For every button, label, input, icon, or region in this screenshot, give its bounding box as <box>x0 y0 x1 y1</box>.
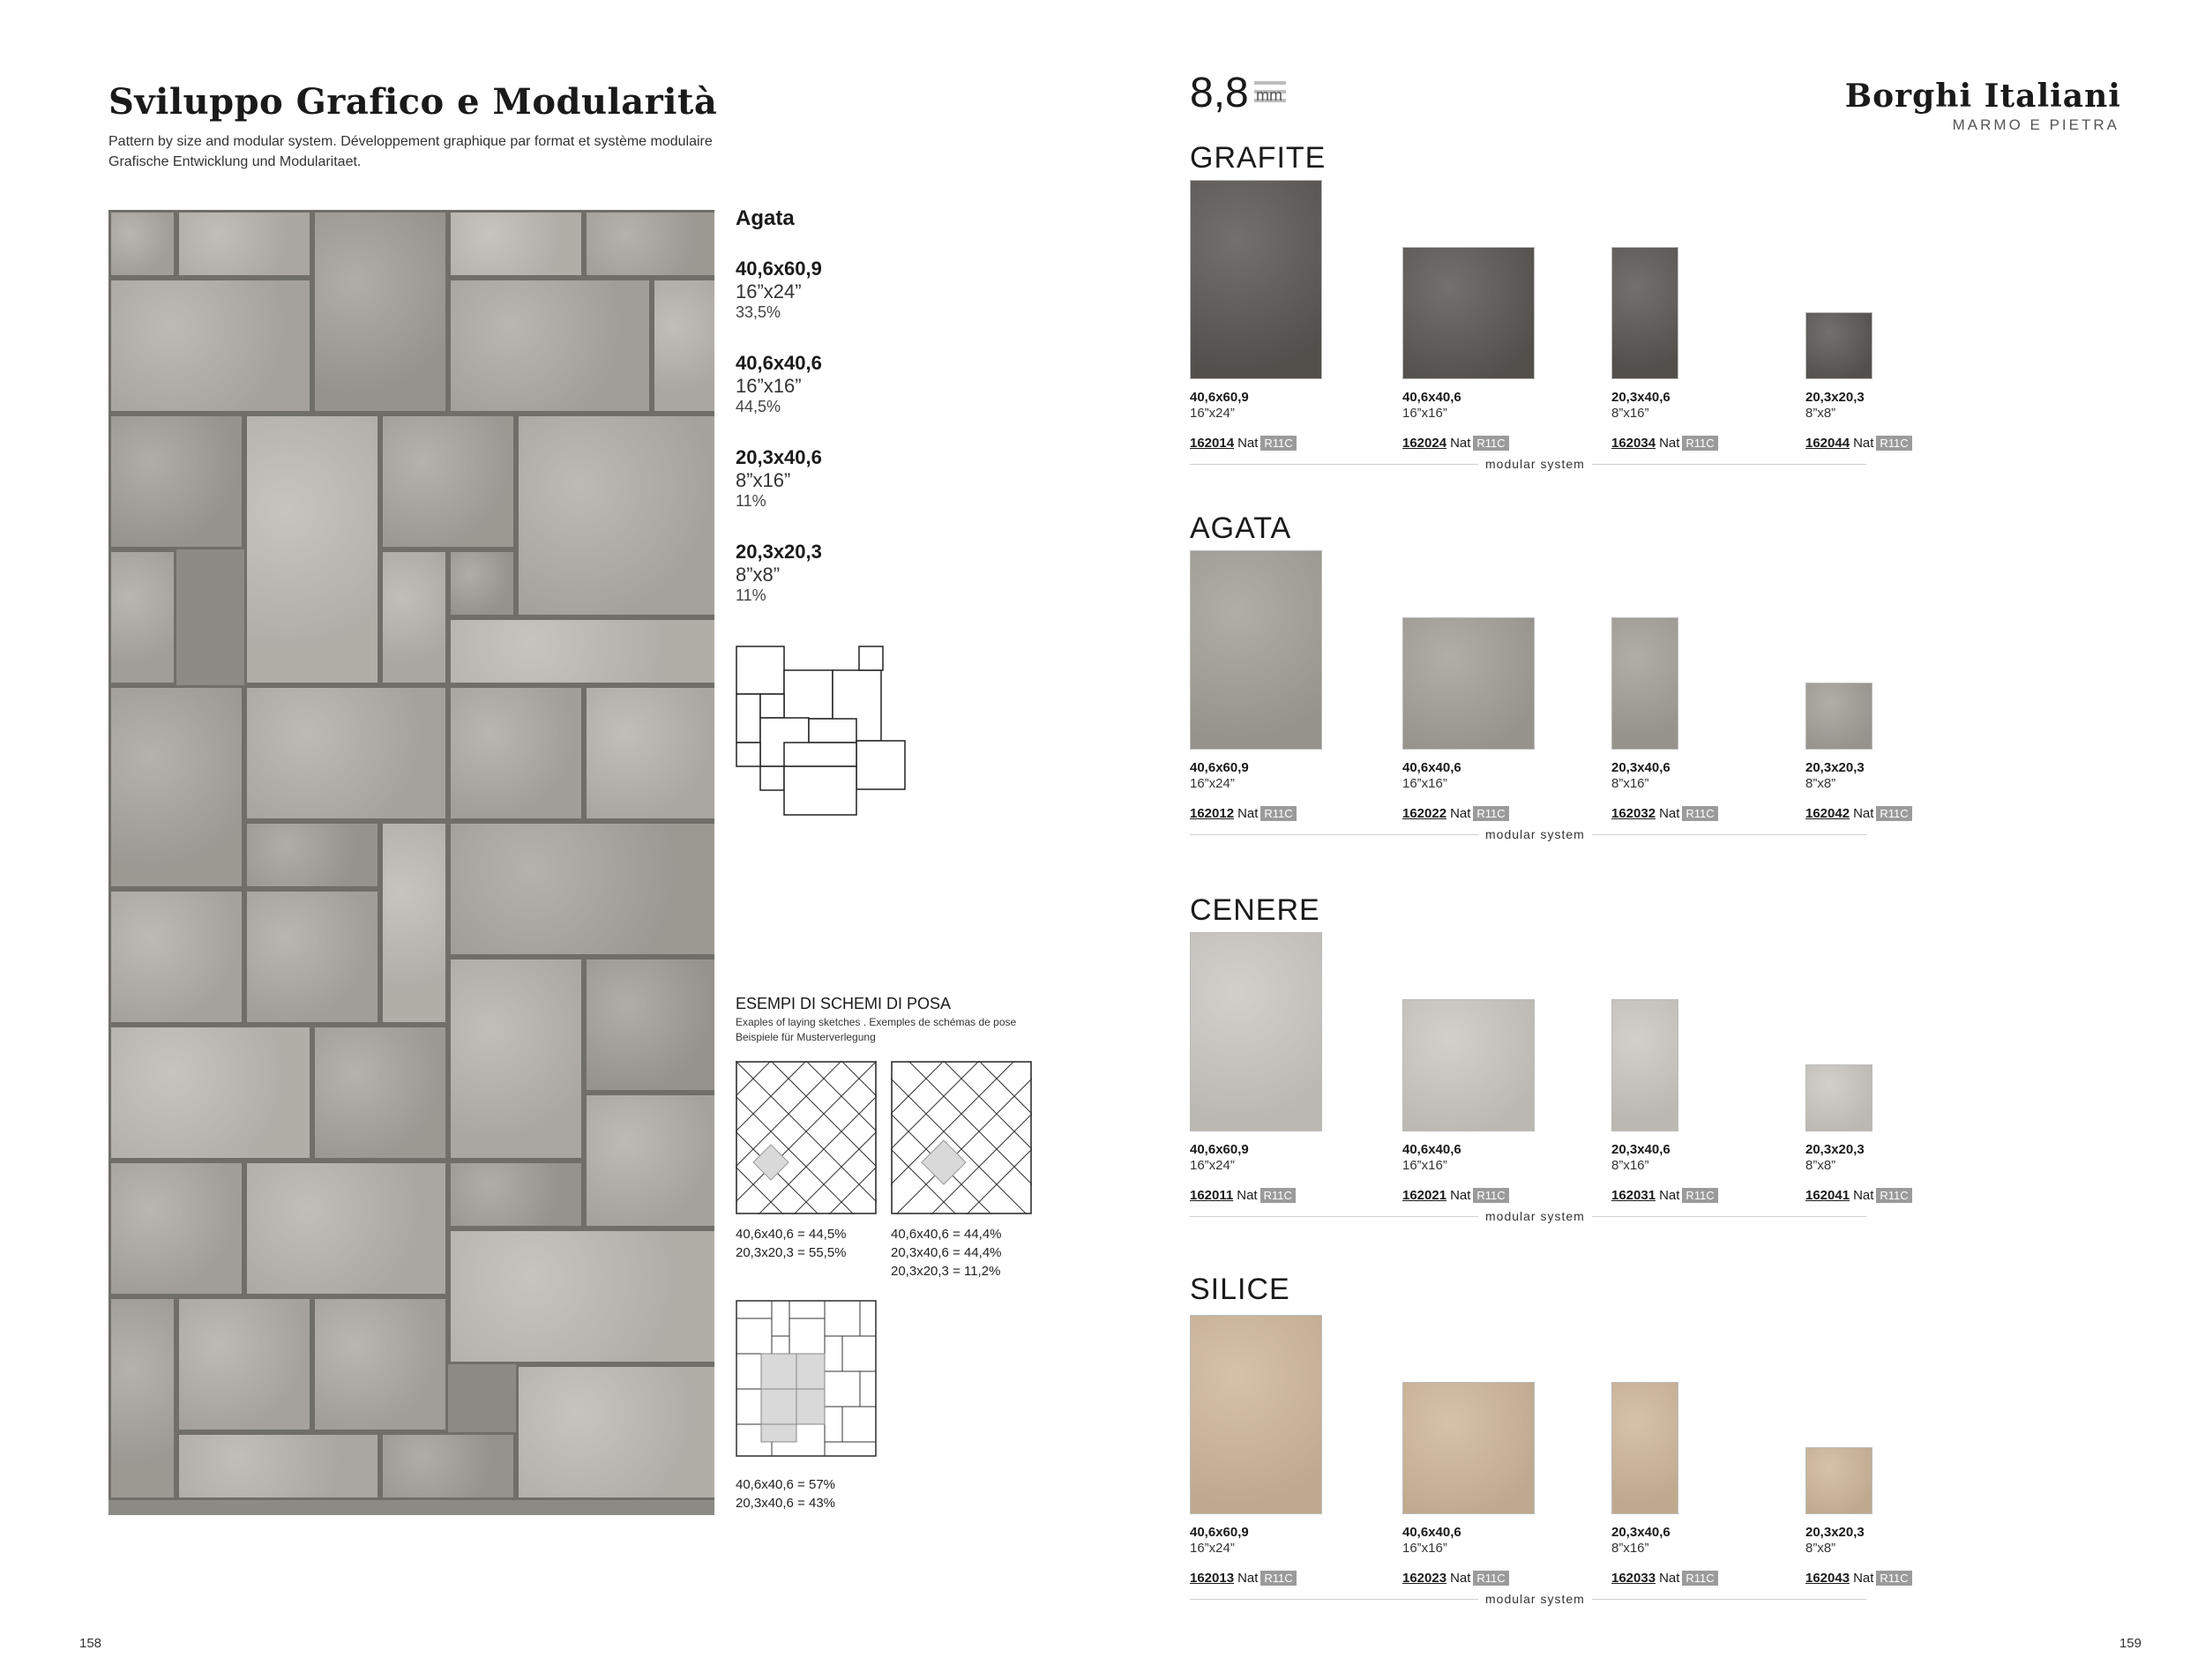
stone-tile <box>584 957 714 1093</box>
stone-tile <box>244 889 380 1025</box>
stone-tile <box>652 278 714 414</box>
slip-rating-badge: R11C <box>1876 436 1911 451</box>
format-percent: 11% <box>736 492 766 510</box>
stone-tile <box>244 414 380 685</box>
scheme-3-line-1: 40,6x40,6 = 57% <box>736 1477 836 1492</box>
product-code-link[interactable]: 162041 <box>1805 1188 1850 1203</box>
slip-rating-badge: R11C <box>1473 806 1508 821</box>
slip-rating-badge: R11C <box>1260 436 1296 451</box>
tile-inch: 16”x16” <box>1402 1541 1447 1556</box>
tile-inch: 8”x8” <box>1805 1158 1836 1173</box>
tile-inch: 8”x16” <box>1611 1158 1649 1173</box>
finish-label: Nat <box>1853 436 1874 451</box>
modular-system-label: modular system <box>1478 457 1592 471</box>
tile-inch: 16”x16” <box>1402 776 1447 791</box>
stone-tile <box>380 414 516 549</box>
stone-tile <box>380 549 448 685</box>
schemes-subtitle-2: Beispiele für Musterverlegung <box>736 1031 876 1043</box>
stone-tile <box>244 685 448 821</box>
stone-tile <box>312 1296 448 1432</box>
format-inch: 8”x8” <box>736 564 781 586</box>
stone-tile <box>312 1025 448 1161</box>
scheme-2-line-2: 20,3x40,6 = 44,4% <box>891 1245 1002 1260</box>
scheme-2-caption <box>891 1225 1002 1281</box>
finish-label: Nat <box>1450 1188 1471 1203</box>
tile-code-row <box>1402 1571 1509 1586</box>
product-code-link[interactable]: 162014 <box>1190 436 1235 451</box>
stone-tile <box>516 1364 714 1500</box>
brand-subtitle: MARMO E PIETRA <box>1952 116 2119 133</box>
tile-size: 20,3x20,3 <box>1805 1525 1865 1540</box>
modular-system-label: modular system <box>1478 827 1592 841</box>
subtitle-line-1: Pattern by size and modular system. Développement graphique par format et système modulaire <box>108 134 713 149</box>
modular-module-sketch <box>736 646 914 818</box>
finish-label: Nat <box>1659 1571 1680 1586</box>
tile-inch: 8”x8” <box>1805 1541 1836 1556</box>
thickness-unit: mm <box>1256 86 1282 104</box>
product-code-link[interactable]: 162013 <box>1190 1571 1235 1586</box>
finish-label: Nat <box>1659 1188 1680 1203</box>
brand-name: Borghi Italiani <box>1844 78 2121 115</box>
format-size: 40,6x40,6 <box>736 352 822 374</box>
finish-label: Nat <box>1237 806 1259 821</box>
stone-tile <box>108 1296 176 1500</box>
stone-tile <box>176 1296 312 1432</box>
tile-size: 20,3x40,6 <box>1611 390 1671 405</box>
product-code-link[interactable]: 162024 <box>1402 436 1447 451</box>
laying-scheme-2 <box>891 1061 1032 1214</box>
stone-tile <box>448 617 714 685</box>
scheme-2-line-3: 20,3x20,3 = 11,2% <box>891 1264 1001 1279</box>
thickness-value: 8,8 <box>1190 70 1249 116</box>
tile-swatch <box>1611 247 1678 379</box>
finish-label: Nat <box>1659 806 1680 821</box>
slip-rating-badge: R11C <box>1876 1571 1911 1586</box>
slip-rating-badge: R11C <box>1473 1188 1508 1203</box>
tile-swatch <box>1805 1447 1872 1514</box>
finish-label: Nat <box>1237 1571 1259 1586</box>
scheme-3-caption <box>736 1475 835 1512</box>
tile-size: 40,6x60,9 <box>1190 390 1249 405</box>
tile-code-row <box>1611 1571 1718 1586</box>
series-title-silice: SILICE <box>1190 1273 1290 1306</box>
format-percent: 33,5% <box>736 303 781 321</box>
tile-code-row <box>1805 1571 1912 1586</box>
scheme-3-line-2: 20,3x40,6 = 43% <box>736 1496 836 1511</box>
tile-inch: 16”x24” <box>1190 1158 1235 1173</box>
tile-swatch <box>1402 247 1535 379</box>
finish-label: Nat <box>1853 1188 1874 1203</box>
tile-inch: 8”x16” <box>1611 406 1649 421</box>
slip-rating-badge: R11C <box>1876 1188 1911 1203</box>
schemes-subtitle-1: Exaples of laying sketches . Exemples de schémas de pose <box>736 1016 1017 1028</box>
finish-label: Nat <box>1450 1571 1471 1586</box>
tile-swatch <box>1402 617 1535 750</box>
slip-rating-badge: R11C <box>1260 806 1296 821</box>
stone-tile <box>380 1432 516 1500</box>
format-inch: 16”x16” <box>736 375 802 397</box>
tile-code-row <box>1611 1188 1718 1203</box>
tile-swatch <box>1190 1315 1322 1514</box>
product-code-link[interactable]: 162012 <box>1190 806 1235 821</box>
format-size: 20,3x20,3 <box>736 541 822 563</box>
tile-code-row <box>1402 436 1509 451</box>
finish-label: Nat <box>1450 806 1471 821</box>
scheme-2-line-1: 40,6x40,6 = 44,4% <box>891 1227 1002 1242</box>
slip-rating-badge: R11C <box>1682 1571 1717 1586</box>
tile-size: 40,6x40,6 <box>1402 1525 1461 1540</box>
stone-tile <box>108 889 244 1025</box>
slip-rating-badge: R11C <box>1473 436 1508 451</box>
series-name: Agata <box>736 206 795 230</box>
format-size: 40,6x60,9 <box>736 258 822 280</box>
slip-rating-badge: R11C <box>1876 806 1911 821</box>
tile-inch: 8”x8” <box>1805 406 1836 421</box>
tile-size: 40,6x60,9 <box>1190 1525 1249 1540</box>
format-percent: 11% <box>736 586 766 604</box>
product-code-link[interactable]: 162044 <box>1805 436 1850 451</box>
page-number-left: 158 <box>79 1636 102 1651</box>
subtitle-line-2: Grafische Entwicklung und Modularitaet. <box>108 154 362 169</box>
tile-code-row <box>1190 1571 1297 1586</box>
tile-inch: 16”x16” <box>1402 1158 1447 1173</box>
slip-rating-badge: R11C <box>1682 436 1717 451</box>
tile-inch: 8”x16” <box>1611 1541 1649 1556</box>
scheme-1-line-2: 20,3x20,3 = 55,5% <box>736 1245 847 1260</box>
slip-rating-badge: R11C <box>1260 1188 1296 1203</box>
tile-inch: 16”x24” <box>1190 406 1235 421</box>
format-size: 20,3x40,6 <box>736 446 822 468</box>
modular-system-label: modular system <box>1478 1592 1592 1606</box>
tile-code-row <box>1190 806 1297 821</box>
tile-inch: 16”x24” <box>1190 1541 1235 1556</box>
product-code-link[interactable]: 162011 <box>1190 1188 1234 1203</box>
stone-tile <box>108 685 244 889</box>
tile-code-row <box>1611 806 1718 821</box>
product-code-link[interactable]: 162034 <box>1611 436 1656 451</box>
tile-swatch <box>1190 550 1322 750</box>
stone-tile <box>176 1432 380 1500</box>
tile-code-row <box>1611 436 1718 451</box>
series-title-cenere: CENERE <box>1190 893 1320 927</box>
schemes-title: ESEMPI DI SCHEMI DI POSA <box>736 995 952 1012</box>
format-block <box>736 541 822 605</box>
product-code-link[interactable]: 162042 <box>1805 806 1850 821</box>
stone-tile <box>584 210 714 278</box>
tile-size: 20,3x40,6 <box>1611 1142 1671 1157</box>
stone-tile <box>108 414 244 549</box>
tile-size: 40,6x60,9 <box>1190 760 1249 775</box>
stone-tile <box>244 1161 448 1296</box>
format-percent: 44,5% <box>736 398 781 415</box>
tile-size: 40,6x60,9 <box>1190 1142 1249 1157</box>
page-title: Sviluppo Grafico e Modularità <box>108 81 718 123</box>
stone-tile <box>108 1161 244 1296</box>
stone-tile <box>516 414 714 617</box>
tile-code-row <box>1805 436 1912 451</box>
stone-tile <box>448 685 584 821</box>
laying-scheme-1 <box>736 1061 877 1214</box>
tile-swatch <box>1611 1382 1678 1514</box>
stone-tile <box>108 1025 312 1161</box>
tile-size: 20,3x20,3 <box>1805 1142 1865 1157</box>
tile-swatch <box>1402 999 1535 1131</box>
tile-swatch <box>1190 180 1322 379</box>
slip-rating-badge: R11C <box>1682 1188 1717 1203</box>
format-block <box>736 258 822 322</box>
tile-inch: 16”x16” <box>1402 406 1447 421</box>
stone-tile <box>448 821 714 957</box>
stone-tile <box>244 821 380 889</box>
finish-label: Nat <box>1450 436 1471 451</box>
series-title-agata: AGATA <box>1190 511 1292 545</box>
stone-tile <box>108 210 176 278</box>
finish-label: Nat <box>1659 436 1680 451</box>
scheme-1-line-1: 40,6x40,6 = 44,5% <box>736 1227 847 1242</box>
tile-swatch <box>1805 1064 1872 1131</box>
slip-rating-badge: R11C <box>1260 1571 1296 1586</box>
product-code-link[interactable]: 162033 <box>1611 1571 1656 1586</box>
tile-size: 40,6x40,6 <box>1402 760 1461 775</box>
tile-size: 20,3x40,6 <box>1611 760 1671 775</box>
tile-inch: 8”x16” <box>1611 776 1649 791</box>
scheme-1-caption <box>736 1225 847 1262</box>
stone-tile <box>380 821 448 1025</box>
tile-code-row <box>1805 1188 1912 1203</box>
page-number-right: 159 <box>2119 1636 2141 1651</box>
finish-label: Nat <box>1237 436 1259 451</box>
slip-rating-badge: R11C <box>1682 806 1717 821</box>
stone-tile <box>584 1093 714 1228</box>
stone-tile <box>312 210 448 414</box>
laying-scheme-3 <box>736 1300 877 1457</box>
agata-pattern-image <box>108 210 714 1515</box>
tile-swatch <box>1402 1382 1535 1514</box>
tile-size: 20,3x40,6 <box>1611 1525 1671 1540</box>
tile-code-row <box>1402 1188 1509 1203</box>
finish-label: Nat <box>1853 1571 1874 1586</box>
stone-tile <box>176 210 312 278</box>
format-block <box>736 446 822 511</box>
product-code-link[interactable]: 162022 <box>1402 806 1447 821</box>
tile-code-row <box>1402 806 1509 821</box>
stone-tile <box>448 1161 584 1228</box>
stone-tile <box>448 549 516 617</box>
format-block <box>736 352 822 416</box>
finish-label: Nat <box>1237 1188 1258 1203</box>
product-code-link[interactable]: 162023 <box>1402 1571 1447 1586</box>
product-code-link[interactable]: 162021 <box>1402 1188 1447 1203</box>
stone-tile <box>448 957 584 1161</box>
tile-size: 20,3x20,3 <box>1805 760 1865 775</box>
tile-inch: 8”x8” <box>1805 776 1836 791</box>
stone-tile <box>584 685 714 821</box>
tile-inch: 16”x24” <box>1190 776 1235 791</box>
tile-swatch <box>1805 683 1872 750</box>
finish-label: Nat <box>1853 806 1874 821</box>
stone-tile <box>448 1228 714 1364</box>
tile-size: 40,6x40,6 <box>1402 390 1461 405</box>
format-inch: 8”x16” <box>736 469 791 491</box>
tile-size: 40,6x40,6 <box>1402 1142 1461 1157</box>
format-inch: 16”x24” <box>736 280 802 302</box>
tile-swatch <box>1190 932 1322 1131</box>
tile-swatch <box>1611 999 1678 1131</box>
tile-swatch <box>1611 617 1678 750</box>
slip-rating-badge: R11C <box>1473 1571 1508 1586</box>
stone-tile <box>448 210 584 278</box>
product-code-link[interactable]: 162031 <box>1611 1188 1656 1203</box>
stone-tile <box>108 278 312 414</box>
tile-code-row <box>1805 806 1912 821</box>
product-code-link[interactable]: 162032 <box>1611 806 1656 821</box>
tile-code-row <box>1190 436 1297 451</box>
tile-swatch <box>1805 312 1872 379</box>
product-code-link[interactable]: 162043 <box>1805 1571 1850 1586</box>
modular-system-label: modular system <box>1478 1209 1592 1223</box>
stone-tile <box>108 549 176 685</box>
series-title-grafite: GRAFITE <box>1190 141 1327 175</box>
tile-size: 20,3x20,3 <box>1805 390 1865 405</box>
stone-tile <box>448 278 652 414</box>
tile-code-row <box>1190 1188 1296 1203</box>
